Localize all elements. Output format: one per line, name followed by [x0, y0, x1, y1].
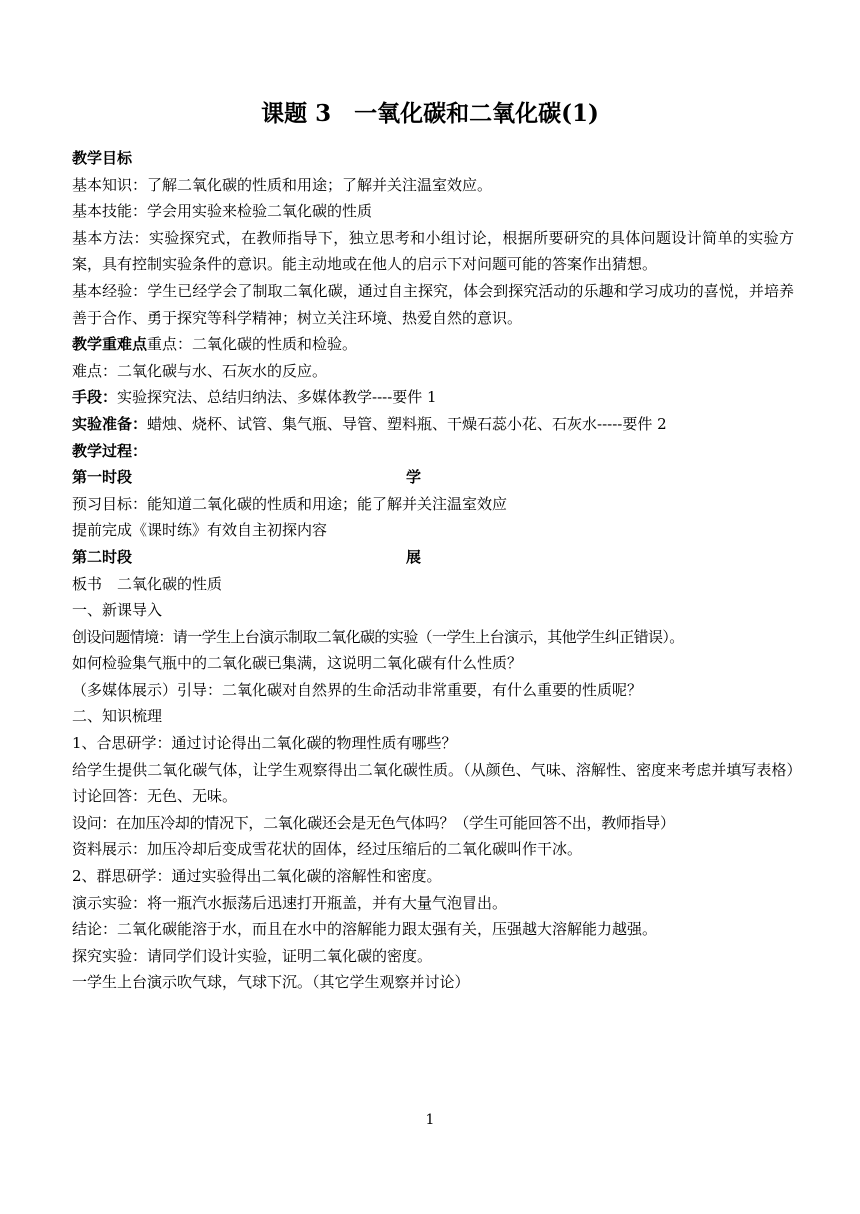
balloon-demo: 一学生上台演示吹气球，气球下沉。（其它学生观察并讨论）: [72, 973, 470, 992]
prep-label: 实验准备：: [72, 414, 148, 433]
period1-label: 第一时段: [72, 468, 133, 487]
means: [72, 384, 794, 411]
multimedia-guide: （多媒体展示）引导：二氧化碳对自然界的生命活动非常重要，有什么重要的性质呢？: [72, 680, 643, 699]
difficulty: 难点：二氧化碳与水、石灰水的反应。: [72, 361, 328, 380]
preview-task: 提前完成《课时练》有效自主初探内容: [72, 521, 328, 540]
period2-label: 第二时段: [72, 547, 133, 566]
basic-skill: 基本技能：学会用实验来检验二氧化碳的性质: [72, 202, 373, 221]
board-writing: 板书 二氧化碳的性质: [72, 574, 223, 593]
basic-experience: 基本经验：学生已经学会了制取二氧化碳，通过自主探究，体会到探究活动的乐趣和学习成功的喜悦，并培养善于合作、勇于探究等科学精神；树立关注环境、热爱自然的意识。: [72, 281, 794, 327]
document-body: [72, 145, 794, 996]
goal-heading: 教学目标: [72, 149, 133, 167]
period2-stage: 展: [406, 547, 422, 566]
item-solubility: 2、群思研学：通过实验得出二氧化碳的溶解性和密度。: [72, 867, 442, 886]
preview-goal: 预习目标：能知道二氧化碳的性质和用途；能了解并关注温室效应: [72, 494, 508, 513]
question-check-full: 如何检验集气瓶中的二氧化碳已集满，这说明二氧化碳有什么性质？: [72, 654, 523, 673]
section-new-lesson: 一、新课导入: [72, 601, 163, 620]
conclusion: 结论：二氧化碳能溶于水，而且在水中的溶解能力跟太强有关，压强越大溶解能力越强。: [72, 920, 658, 939]
preparation: [72, 411, 794, 438]
item-physical-properties: 1、合思研学：通过讨论得出二氧化碳的物理性质有哪些？: [72, 734, 457, 753]
period2-row: [72, 544, 794, 571]
key-text: 重点：二氧化碳的性质和检验。: [147, 335, 358, 354]
scenario: 创设问题情境：请一学生上台演示制取二氧化碳的实验（一学生上台演示，其他学生纠正错误）。: [72, 627, 684, 646]
key-label: 教学重难点: [72, 335, 148, 354]
basic-method: 基本方法：实验探究式，在教师指导下，独立思考和小组讨论，根据所要研究的具体问题设计简单的实验方案，具有控制实验条件的意识。能主动地或在他人的启示下对问题可能的答案作出猜想。: [72, 228, 794, 274]
provide-gas: 给学生提供二氧化碳气体，让学生观察得出二氧化碳性质。（从颜色、气味、溶解性、密度来考虑并填写表格）讨论回答：无色、无味。: [72, 760, 794, 806]
means-label: 手段：: [72, 388, 118, 407]
data-show: 资料展示：加压冷却后变成雪花状的固体，经过压缩后的二氧化碳叫作干冰。: [72, 840, 583, 859]
lesson-title: 课题 3 一氧化碳和二氧化碳(1): [261, 100, 599, 127]
basic-knowledge: 基本知识：了解二氧化碳的性质和用途；了解并关注温室效应。: [72, 175, 493, 194]
means-text: 实验探究法、总结归纳法、多媒体教学----要件 1: [117, 388, 437, 407]
explore-experiment: 探究实验：请同学们设计实验，证明二氧化碳的密度。: [72, 946, 433, 965]
key-points: [72, 331, 794, 358]
question-pressure: 设问：在加压冷却的情况下，二氧化碳还会是无色气体吗？（学生可能回答不出，教师指导）: [72, 813, 675, 832]
demo-experiment: 演示实验：将一瓶汽水振荡后迅速打开瓶盖，并有大量气泡冒出。: [72, 893, 508, 912]
process-heading: 教学过程：: [72, 441, 148, 460]
period1-stage: 学: [406, 468, 422, 487]
period1-row: [72, 464, 794, 491]
section-knowledge: 二、知识梳理: [72, 707, 163, 726]
prep-text: 蜡烛、烧杯、试管、集气瓶、导管、塑料瓶、干燥石蕊小花、石灰水-----要件 2: [147, 414, 667, 433]
page-number: 1: [425, 1112, 435, 1128]
